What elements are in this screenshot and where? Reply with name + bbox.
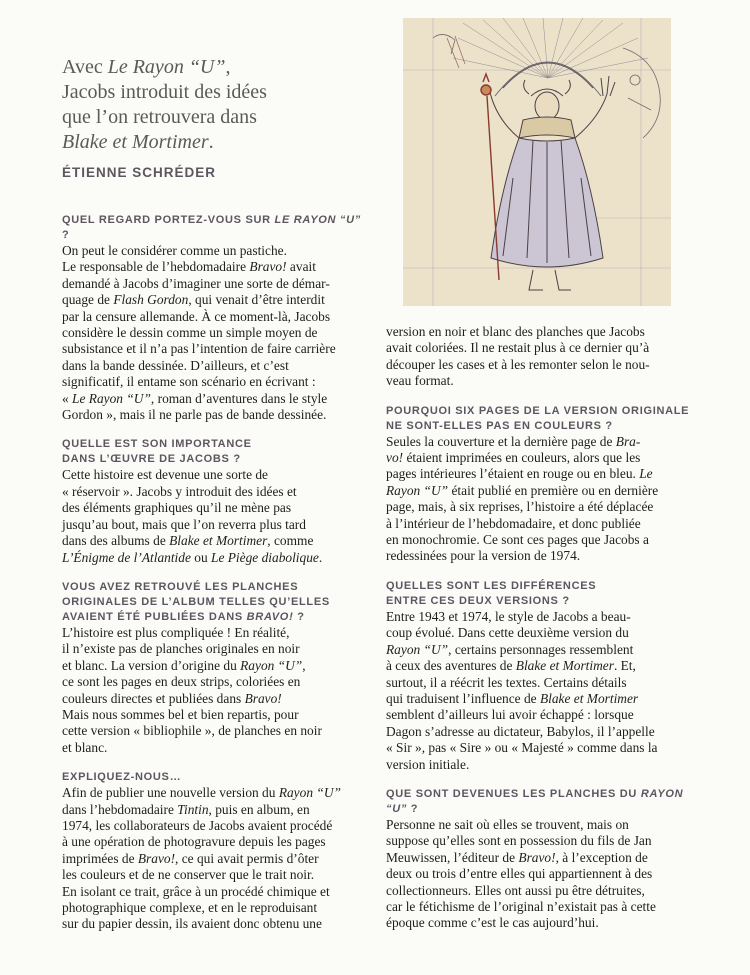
answer-line: En isolant ce trait, grâce à un procédé chimique et <box>62 883 330 899</box>
answer-line <box>62 259 367 275</box>
answer-line: les couleurs et de ne conserver que le trait noir. <box>62 867 315 883</box>
answer-line: version en noir et blanc des planches que Jacobs <box>386 324 645 339</box>
answer-line: il n’existe pas de planches originales en noir <box>62 641 300 657</box>
answer-line: « réservoir ». Jacobs y introduit des idées et <box>62 483 297 499</box>
heading-title: LE RAYON “U” <box>274 214 361 226</box>
answer-text: . Et, <box>613 658 636 674</box>
answer-title: Le Rayon “U” <box>72 390 151 406</box>
intro-title: Blake et Mortimer <box>62 131 209 153</box>
heading-text: QUE SONT DEVENUES LES PLANCHES DU <box>386 787 641 800</box>
answer-line: Gordon », mais il ne parle pas de bande dessinée. <box>62 407 327 423</box>
answer-text: Afin de publier une nouvelle version du <box>62 785 279 801</box>
answer-line <box>386 850 696 866</box>
answer-text: , à l’exception de <box>555 849 648 865</box>
answer-text: , comme <box>267 533 314 549</box>
answer-line <box>386 434 696 450</box>
answer-line: veau format. <box>386 373 454 389</box>
answer-line <box>62 802 367 818</box>
answer-text: à ceux des aventures de <box>386 658 516 674</box>
answer-title: Blake et Mortimer <box>515 658 614 674</box>
answer-text: ou <box>190 549 212 565</box>
answer-title: Rayon “U” <box>240 657 303 673</box>
intro-title: Le Rayon “U” <box>107 56 226 78</box>
answer-text: imprimées de <box>62 850 138 866</box>
answer-line: considère le dessin comme un simple moyen de <box>62 325 318 341</box>
answer-title: Tintin <box>177 801 209 817</box>
answer-text: avait <box>286 259 316 275</box>
answer-line: redessinées pour la version de 1974. <box>386 548 581 564</box>
intro-line: que l’on retrouvera dans <box>62 106 257 128</box>
answer-line: sur du papier dessin, ils avaient donc obtenu une <box>62 916 322 932</box>
answer-text: et blanc. La version d’origine du <box>62 657 241 673</box>
spacer <box>62 423 367 437</box>
question-heading <box>62 213 367 243</box>
answer-line <box>62 658 367 674</box>
answer-line <box>386 658 696 674</box>
question-heading: POURQUOI SIX PAGES DE LA VERSION ORIGINALE <box>386 404 690 417</box>
question-heading: ENTRE CES DEUX VERSIONS ? <box>386 594 570 607</box>
left-column <box>62 213 367 933</box>
answer-title: vo! <box>386 450 404 466</box>
answer-line: 1974, les collaborateurs de Jacobs avaient procédé <box>62 817 333 833</box>
answer-title: L’Énigme de l’Atlantide <box>62 549 191 565</box>
question-heading: QUELLES SONT LES DIFFÉRENCES <box>386 579 597 592</box>
answer-line: deux ou trois d’entre elles qui appartiennent à des <box>386 866 653 882</box>
answer-title: Le <box>639 466 653 482</box>
answer-text: , qui venait d’être interdit <box>188 292 325 308</box>
intro-quote <box>62 55 382 155</box>
answer-line: Mais nous sommes bel et bien repartis, pour <box>62 706 299 722</box>
answer-text: couleurs directes et publiées dans <box>62 690 245 706</box>
answer-line <box>62 292 367 308</box>
answer-line <box>62 550 367 566</box>
right-column <box>386 324 696 932</box>
answer-line: significatif, il entame son scénario en écrivant : <box>62 374 316 390</box>
answer-text: quage de <box>62 292 114 308</box>
question-heading <box>62 610 367 625</box>
answer-text: , roman d’aventures dans le style <box>150 390 328 406</box>
question-heading <box>386 787 696 817</box>
answer-text: Seules la couverture et la dernière page de <box>386 433 616 449</box>
heading-text: QUEL REGARD PORTEZ-VOUS SUR <box>62 214 275 226</box>
answer-line <box>62 785 367 801</box>
answer-title: Blake et Mortimer <box>169 533 268 549</box>
answer-line <box>386 466 696 482</box>
answer-text: Le responsable de l’hebdomadaire <box>62 259 250 275</box>
intro-line <box>62 55 382 80</box>
answer-line: subsistance et il n’a pas l’intention de faire carrière <box>62 341 336 357</box>
question-heading: QUELLE EST SON IMPORTANCE <box>62 438 252 451</box>
intro-line: Jacobs introduit des idées <box>62 81 267 103</box>
question-heading: ORIGINALES DE L’ALBUM TELLES QU’ELLES <box>62 595 330 608</box>
answer-line: en monochromie. Ce sont ces pages que Jacobs a <box>386 532 649 548</box>
answer-text: . <box>318 549 323 565</box>
answer-line: dans la bande dessinée. D’ailleurs, et c’est <box>62 357 289 373</box>
question-heading: NE SONT-ELLES PAS EN COULEURS ? <box>386 419 613 432</box>
answer-line: version initiale. <box>386 756 470 772</box>
answer-line: avait coloriées. Il ne restait plus à ce dernier qu’à <box>386 340 650 356</box>
answer-text: , ce qui avait permis d’ôter <box>175 850 319 866</box>
answer-text: , certains personnages ressemblent <box>448 641 634 657</box>
answer-line <box>386 691 696 707</box>
heading-title: RAYON “U” <box>386 787 684 815</box>
answer-line: par la censure allemande. À ce moment-là, Jacobs <box>62 308 331 324</box>
answer-line <box>62 391 367 407</box>
answer-title: Bra- <box>615 433 641 449</box>
question-heading: DANS L’ŒUVRE DE JACOBS ? <box>62 453 241 466</box>
author-name: ÉTIENNE SCHRÉDER <box>62 165 217 180</box>
spacer <box>386 390 696 404</box>
intro-line <box>62 130 382 155</box>
answer-line: surtout, il a réécrit les textes. Certains détails <box>386 674 627 690</box>
answer-text: était publié en première ou en dernière <box>448 482 659 498</box>
intro-text: Avec <box>62 56 108 78</box>
spacer <box>62 756 367 770</box>
intro-text: , <box>225 56 231 78</box>
answer-line: époque comme c’est le cas aujourd’hui. <box>386 915 599 931</box>
answer-line: Dagon s’adresse au dictateur, Babylos, il l’appelle <box>386 723 655 739</box>
answer-line <box>386 450 696 466</box>
answer-line: demandé à Jacobs d’imaginer une sorte de démar- <box>62 275 330 291</box>
answer-line <box>62 851 367 867</box>
answer-line: car le fétichisme de l’original n’existait pas à cette <box>386 898 656 914</box>
answer-line <box>62 691 367 707</box>
answer-line: des éléments graphiques qu’il ne mène pas <box>62 500 292 516</box>
answer-line: On peut le considérer comme un pastiche. <box>62 243 287 258</box>
answer-line: cette version « bibliophile », de planches en noir <box>62 723 322 739</box>
answer-line: Entre 1943 et 1974, le style de Jacobs a beau- <box>386 608 631 624</box>
answer-line <box>386 642 696 658</box>
sketch-drawing <box>403 18 671 306</box>
answer-line: « Sir », pas « Sire » ou « Majesté » comme dans la <box>386 740 658 756</box>
answer-line: à l’intérieur de l’hebdomadaire, et donc publiée <box>386 515 641 531</box>
answer-line: Personne ne sait où elles se trouvent, mais on <box>386 816 629 832</box>
answer-title: Blake et Mortimer <box>539 690 639 706</box>
answer-title: Rayon “U” <box>386 482 449 498</box>
spacer <box>386 773 696 787</box>
answer-title: Flash Gordon <box>113 292 189 308</box>
answer-line: semblent d’ailleurs lui avoir échappé : lorsque <box>386 707 634 723</box>
answer-text: , puis en album, en <box>208 801 310 817</box>
heading-title: BRAVO! <box>246 610 294 623</box>
answer-line: suppose qu’elles sont en possession du fils de Jan <box>386 833 652 849</box>
spacer <box>62 566 367 580</box>
answer-text: « <box>62 390 73 406</box>
answer-line: à une opération de photogravure depuis les pages <box>62 834 326 850</box>
answer-title: Bravo! <box>518 849 556 865</box>
answer-text: dans des albums de <box>62 533 170 549</box>
answer-text: , <box>302 657 306 673</box>
intro-text: . <box>208 131 214 153</box>
answer-text: pages intérieures l’étaient en rouge ou en bleu. <box>386 466 640 482</box>
answer-title: Bravo! <box>244 690 282 706</box>
answer-text: étaient imprimées en couleurs, alors que les <box>403 450 641 466</box>
sketch-illustration <box>403 18 671 306</box>
answer-line: Cette histoire est devenue une sorte de <box>62 467 268 483</box>
heading-text: AVAIENT ÉTÉ PUBLIÉES DANS <box>62 610 247 623</box>
answer-line: page, mais, à six reprises, l’histoire a été déplacée <box>386 499 654 515</box>
heading-text: ? <box>407 802 419 815</box>
answer-text: dans l’hebdomadaire <box>62 801 178 817</box>
answer-line: coup évolué. Dans cette deuxième version du <box>386 625 629 641</box>
answer-line <box>386 483 696 499</box>
answer-line: et blanc. <box>62 739 108 755</box>
answer-line: jusqu’au bout, mais que l’on reverra plus tard <box>62 516 306 532</box>
spacer <box>386 565 696 579</box>
heading-text: ? <box>293 610 305 623</box>
heading-text: ? <box>62 229 70 241</box>
answer-line: photographique complexe, et en le reproduisant <box>62 900 318 915</box>
answer-line: L’histoire est plus compliquée ! En réalité, <box>62 624 290 640</box>
answer-title: Rayon “U” <box>386 641 449 657</box>
answer-title: Le Piège diabolique <box>211 549 319 565</box>
answer-line: découper les cases et à les remonter selon le nou- <box>386 356 650 372</box>
question-heading: EXPLIQUEZ-NOUS… <box>62 771 182 784</box>
answer-title: Bravo! <box>137 850 176 866</box>
question-heading: VOUS AVEZ RETROUVÉ LES PLANCHES <box>62 580 299 593</box>
answer-line <box>62 533 367 549</box>
answer-line: ce sont les pages en deux strips, coloriées en <box>62 674 301 690</box>
answer-title: Rayon “U” <box>278 785 341 801</box>
answer-title: Bravo! <box>249 259 287 275</box>
answer-line: collectionneurs. Elles ont aussi pu être détruites, <box>386 882 645 898</box>
answer-text: qui traduisent l’influence de <box>386 690 540 706</box>
answer-text: Meuwissen, l’éditeur de <box>386 849 519 865</box>
